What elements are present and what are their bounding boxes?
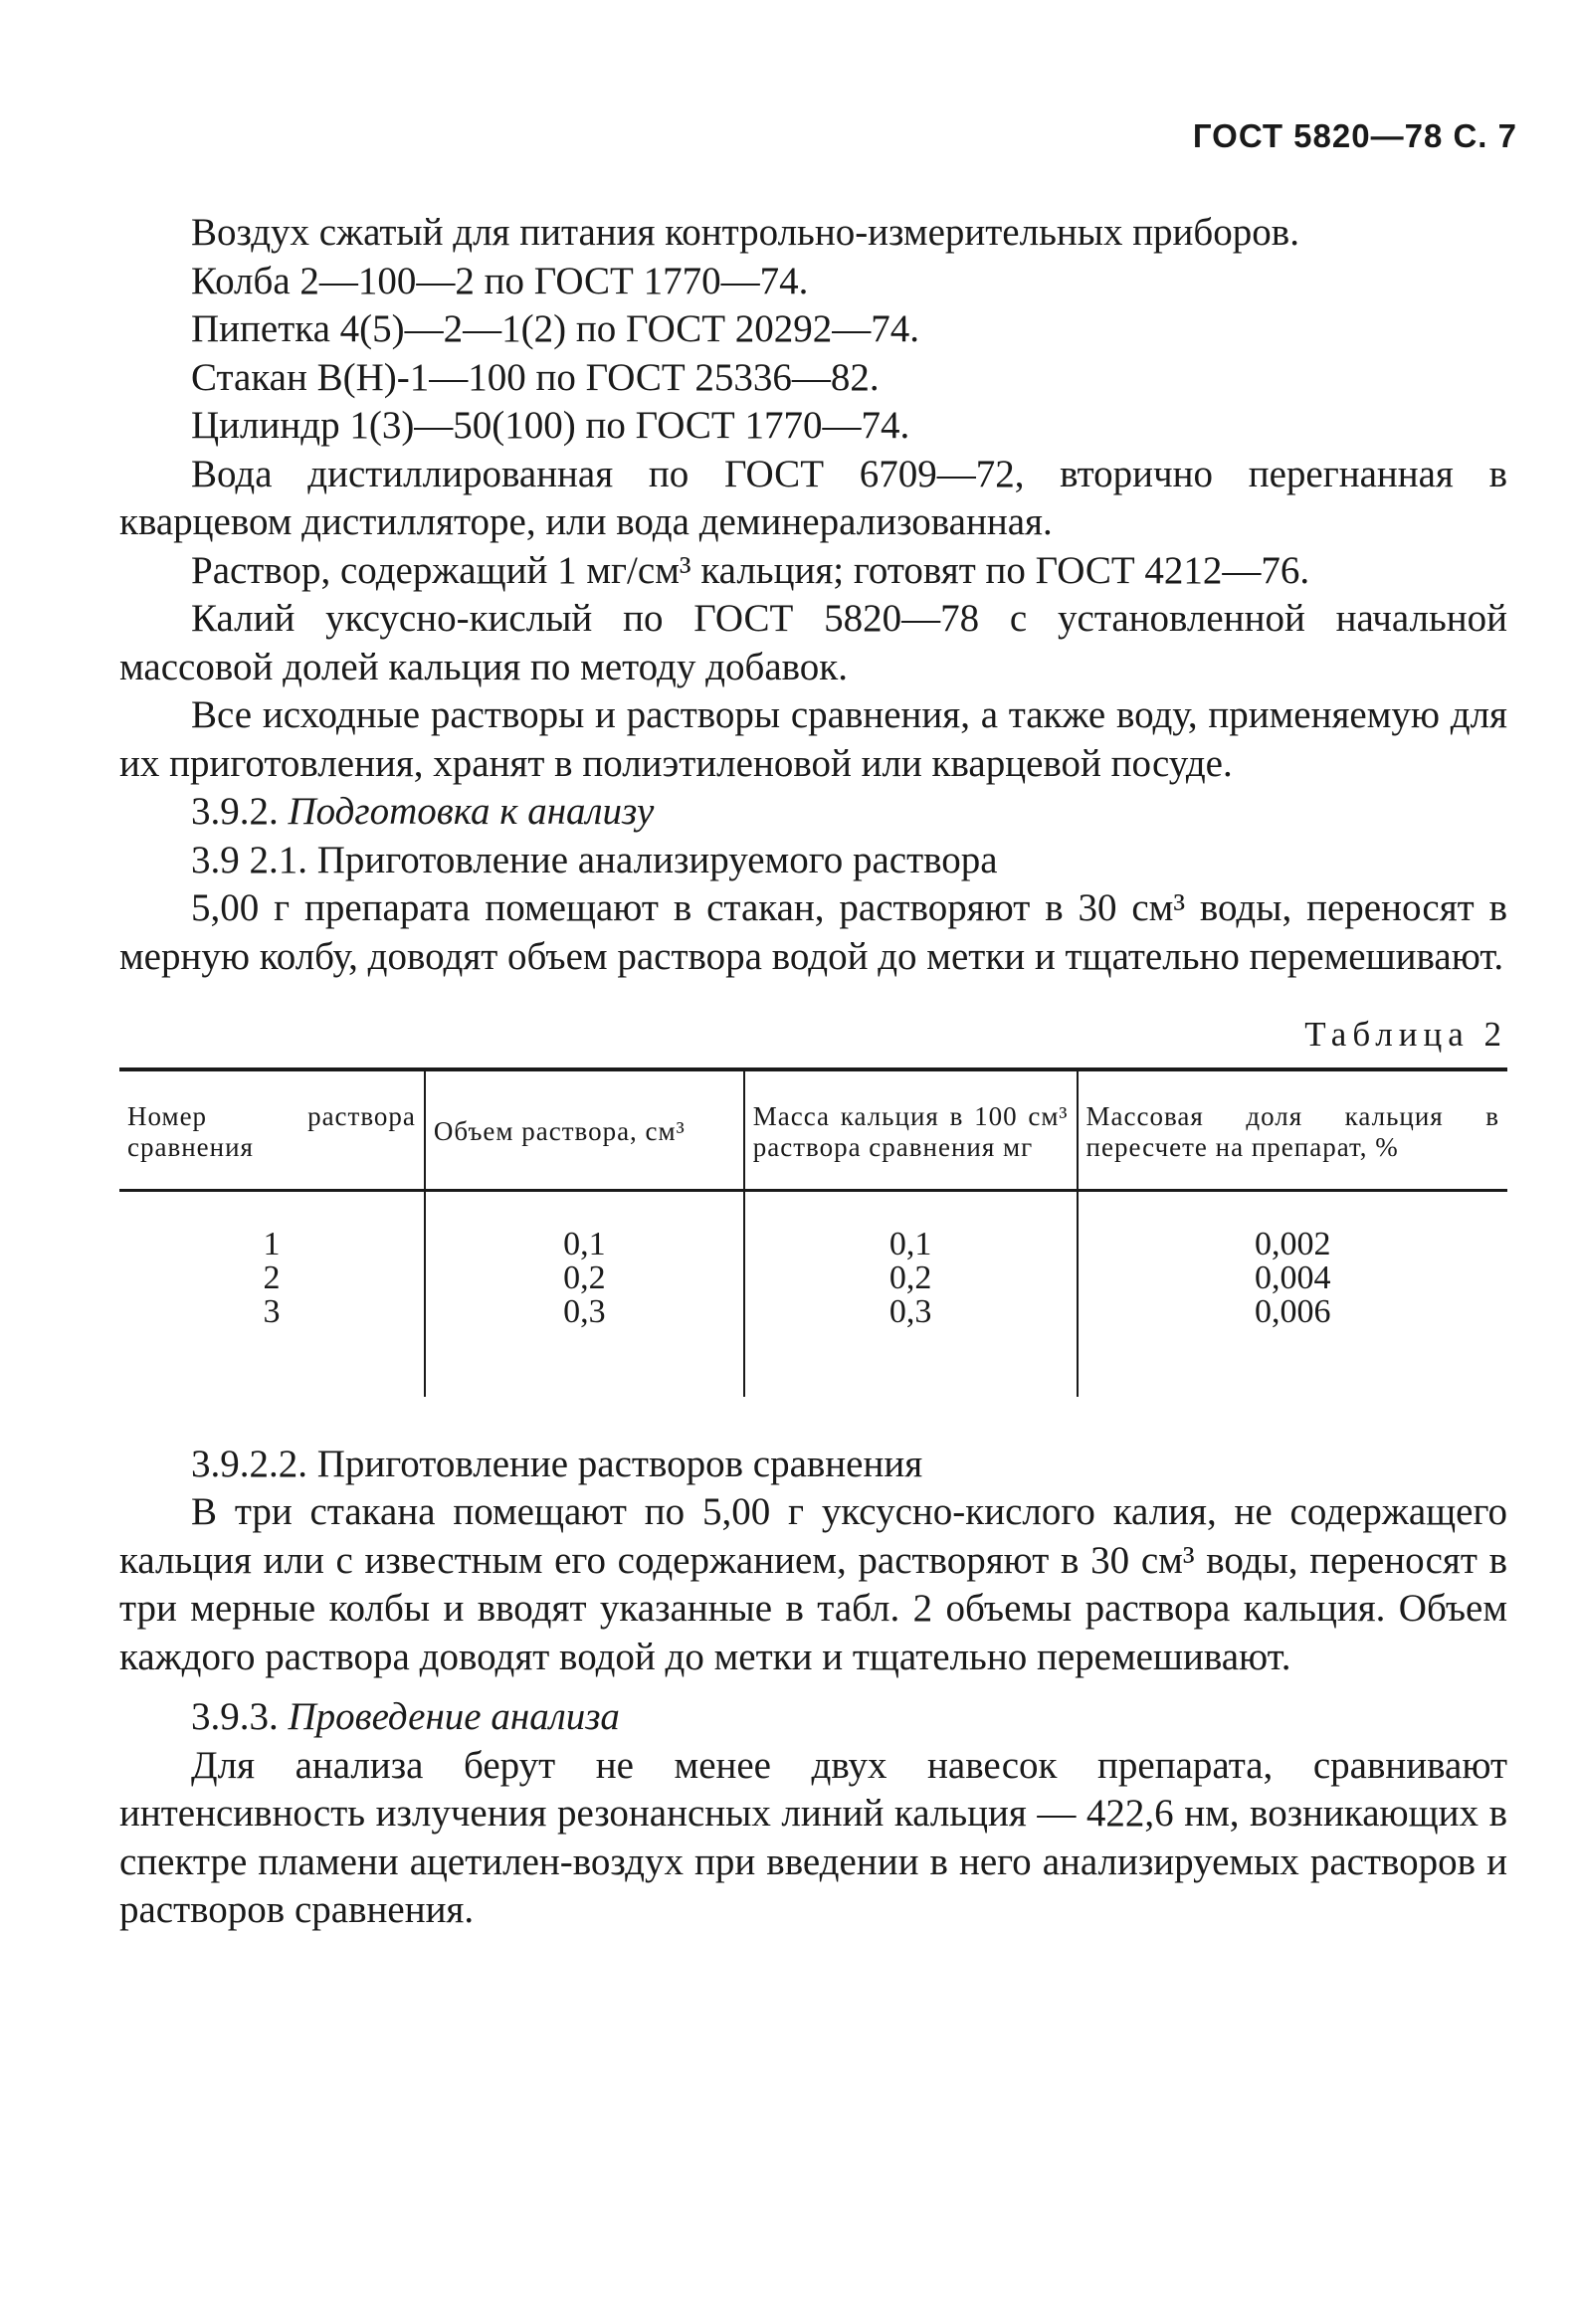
document-body <box>119 209 1507 1935</box>
table-row <box>119 1190 1507 1397</box>
table-header-cell: Номер раствора сравнения <box>119 1069 425 1191</box>
subsection-heading: 3.9.2.2. Приготовление растворов сравнения <box>191 1442 923 1485</box>
table-header-cell: Масса кальция в 100 см³ раствора сравнения мг <box>744 1069 1078 1191</box>
paragraph: В три стакана помещают по 5,00 г уксусно-кислого калия, не содержащего кальция или с известным его содержанием, растворяют в 30 см³ воды, переносят в три мерные колбы и вводят указанные в табл. 2 объемы раствора кальция. Объем каждого раствора доводят водой до метки и тщательно перемешивают. <box>119 1490 1507 1678</box>
data-table <box>119 1067 1507 1397</box>
section-heading <box>119 788 1507 837</box>
page-header: ГОСТ 5820—78 С. 7 <box>1192 117 1517 154</box>
table-caption: Таблица 2 <box>1304 1015 1507 1054</box>
paragraph: Воздух сжатый для питания контрольно-измерительных приборов. <box>191 211 1299 254</box>
table-cell: 0,002 0,004 0,006 <box>1078 1190 1507 1397</box>
paragraph: Вода дистиллированная по ГОСТ 6709—72, вторично перегнанная в кварцевом дистилляторе, или вода деминерализованная. <box>119 452 1507 543</box>
paragraph: Калий уксусно-кислый по ГОСТ 5820—78 с установленной начальной массовой долей кальция по методу добавок. <box>119 597 1507 688</box>
paragraph: Раствор, содержащий 1 мг/см³ кальция; готовят по ГОСТ 4212—76. <box>191 548 1310 592</box>
paragraph: 5,00 г препарата помещают в стакан, растворяют в 30 см³ воды, переносят в мерную колбу, доводят объем раствора водой до метки и тщательно перемешивают. <box>119 886 1507 978</box>
section-heading <box>119 1693 1507 1742</box>
paragraph: Пипетка 4(5)—2—1(2) по ГОСТ 20292—74. <box>191 307 920 350</box>
table-cell: 1 2 3 <box>263 1225 281 1330</box>
paragraph: Все исходные растворы и растворы сравнения, а также воду, применяемую для их приготовления, хранят в полиэтиленовой или кварцевой посуде. <box>119 693 1507 785</box>
paragraph: Колба 2—100—2 по ГОСТ 1770—74. <box>191 259 809 302</box>
table-header-row <box>119 1069 1507 1191</box>
paragraph: Для анализа берут не менее двух навесок препарата, сравнивают интенсивность излучения резонансных линий кальция — 422,6 нм, возникающих в спектре пламени ацетилен-воздух при введении в него анализируемых растворов и растворов сравнения. <box>119 1743 1507 1931</box>
table-cell: 0,1 0,2 0,3 <box>425 1190 744 1397</box>
table-header-cell: Массовая доля кальция в пересчете на препарат, % <box>1078 1069 1507 1191</box>
paragraph: Цилиндр 1(3)—50(100) по ГОСТ 1770—74. <box>191 404 910 447</box>
section-number: 3.9.3. <box>191 1695 279 1738</box>
section-title: Проведение анализа <box>288 1695 620 1738</box>
section-number: 3.9.2. <box>191 790 279 833</box>
table-cell: 0,1 0,2 0,3 <box>744 1190 1078 1397</box>
table-header-cell: Объем раствора, см³ <box>425 1069 744 1191</box>
subsection-heading: 3.9 2.1. Приготовление анализируемого раствора <box>191 838 998 881</box>
section-title: Подготовка к анализу <box>288 790 655 833</box>
paragraph: Стакан В(Н)-1—100 по ГОСТ 25336—82. <box>191 355 880 399</box>
